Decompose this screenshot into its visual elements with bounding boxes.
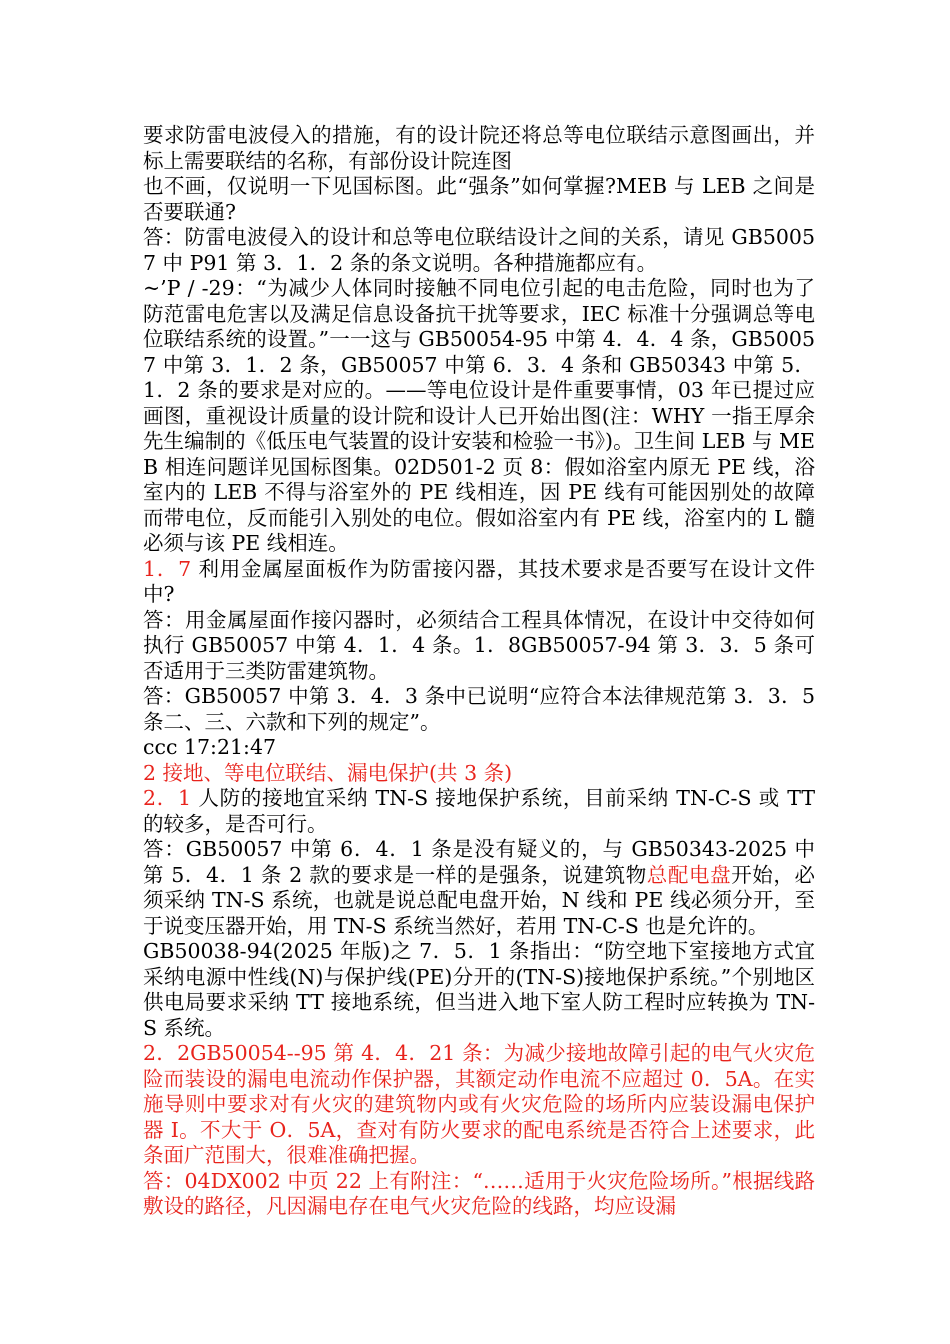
highlight-term: 总配电盘 bbox=[646, 862, 732, 887]
document-page bbox=[143, 123, 815, 1220]
paragraph-3 bbox=[143, 225, 815, 276]
answer-2-1 bbox=[143, 837, 815, 939]
timestamp-line bbox=[143, 735, 815, 761]
paragraph-2 bbox=[143, 174, 815, 225]
paragraph-gb50038 bbox=[143, 939, 815, 1041]
paragraph-text: GB50038-94(2025 年版)之 7．5．1 条指出：“防空地下室接地方式宜采纳电源中性线(N)与保护线(PE)分开的(TN-S)接地保护系统。”个别地区供电局要求采纳 TT 接地系统，但当进入地下室人防工程时应转换为 TN-S 系统。 bbox=[143, 939, 815, 1040]
section-number: 2．1 bbox=[143, 786, 192, 810]
question-text: 人防的接地宜采纳 TN-S 接地保护系统，目前采纳 TN-C-S 或 TT 的较多，是否可行。 bbox=[143, 786, 815, 836]
answer-1-7 bbox=[143, 608, 815, 685]
paragraph-text: 也不画，仅说明一下见国标图。此“强条”如何掌握?MEB 与 LEB 之间是否要联通? bbox=[143, 174, 815, 224]
answer-text: 答：用金属屋面作接闪器时，必须结合工程具体情况，在设计中交待如何执行 GB50057 中第 4．1．4 条。1．8GB50057-94 第 3．3．5 条可否适用于三类防雷建筑物。 bbox=[143, 607, 815, 683]
section-heading-2 bbox=[143, 761, 815, 787]
answer-text: 答：04DX002 中页 22 上有附注：“……适用于火灾危险场所。”根据线路敷设的路径，凡因漏电存在电气火灾危险的线路，均应设漏 bbox=[143, 1168, 815, 1218]
paragraph-4 bbox=[143, 276, 815, 557]
question-1-7 bbox=[143, 557, 815, 608]
question-text: 2．2GB50054--95 第 4．4．21 条：为减少接地故障引起的电气火灾危险而装设的漏电电流动作保护器，其额定动作电流不应超过 0．5A。在实施导则中要求对有火灾的建筑物内或有火灾危险的场所内应装设漏电保护器 I。不大于 O．5A，查对有防火要求的配电系统是否符合上述要求，此条面广范围大，很难准确把握。 bbox=[143, 1041, 815, 1167]
answer-1-8 bbox=[143, 684, 815, 735]
question-2-1 bbox=[143, 786, 815, 837]
answer-text: 答：GB50057 中第 6．4．1 条是没有疑义的，与 GB50343-2025 中第 5．4．1 条 2 款的要求是一样的是强条，说建筑物 bbox=[143, 837, 815, 887]
timestamp: ccc 17:21:47 bbox=[143, 735, 277, 759]
answer-text: 开始，必须采纳 TN-S 系统，也就是说总配电盘开始，N 线和 PE 线必须分开，至于说变压器开始，用 TN-S 系统当然好，若用 TN-C-S 也是允许的。 bbox=[143, 862, 815, 938]
question-2-2 bbox=[143, 1041, 815, 1169]
section-title: 2 接地、等电位联结、漏电保护(共 3 条) bbox=[143, 760, 513, 785]
paragraph-1 bbox=[143, 123, 815, 174]
paragraph-text: ~’P / -29：“为减少人体同时接触不同电位引起的电击危险，同时也为了防范雷电危害以及满足信息设备抗干扰等要求，IEC 标准十分强调总等电位联结系统的设置。”一一这与 GB50054-95 中第 4．4．4 条，GB50057 中第 3．1．2 条，GB50057 中第 6．3．4 条和 GB50343 中第 5．1．2 条的要求是对应的。——等电位设计是件重要事情，03 年已提过应画图，重视设计质量的设计院和设计人已开始出图(注：WHY 一指王厚余先生编制的《低压电气装置的设计安装和检验一书》)。卫生间 LEB 与 MEB 相连问题详见国标图集。02D501-2 页 8：假如浴室内原无 PE 线，浴室内的 LEB 不得与浴室外的 PE 线相连，因 PE 线有可能因别处的故障而带电位，反而能引入别处的电位。假如浴室内有 PE 线，浴室内的 L 髓必须与该 PE 线相连。 bbox=[143, 276, 815, 555]
answer-text: 答：GB50057 中第 3．4．3 条中已说明“应符合本法律规范第 3．3．5 条二、三、六款和下列的规定”。 bbox=[143, 684, 815, 734]
answer-2-2 bbox=[143, 1169, 815, 1220]
section-number: 1．7 bbox=[143, 556, 192, 581]
paragraph-text: 要求防雷电波侵入的措施，有的设计院还将总等电位联结示意图画出，并标上需要联结的名称，有部份设计院连图 bbox=[143, 123, 815, 173]
paragraph-text: 答：防雷电波侵入的设计和总等电位联结设计之间的关系，请见 GB50057 中 P91 第 3．1．2 条的条文说明。各种措施都应有。 bbox=[143, 225, 815, 275]
question-text: 利用金属屋面板作为防雷接闪器，其技术要求是否要写在设计文件中? bbox=[143, 556, 816, 606]
